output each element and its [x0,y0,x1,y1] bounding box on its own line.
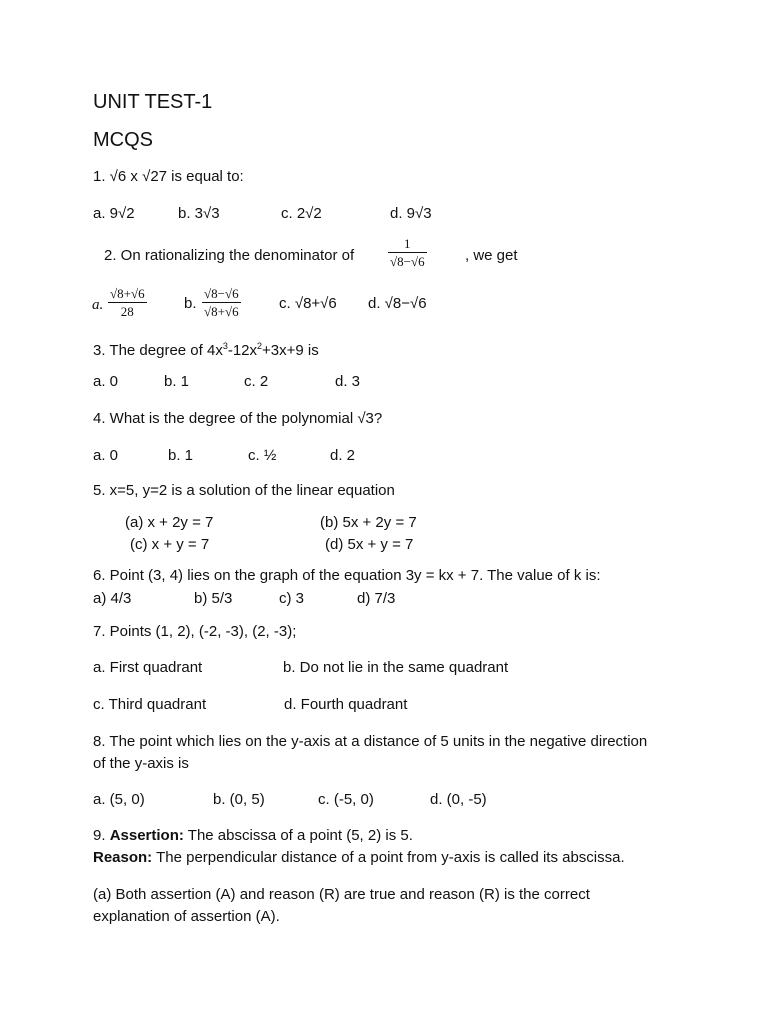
question-9-assertion [93,825,413,847]
q3-exponent-2: 2 [257,341,263,351]
reason-label: Reason: [93,849,153,866]
q7-option-a: a. First quadrant [93,659,203,676]
assertion-text: The abscissa of a point (5, 2) is 5. [187,827,413,844]
q9-number: 9. [93,827,106,844]
question-5: 5. x=5, y=2 is a solution of the linear equation [93,482,395,499]
q6-option-b: b) 5/3 [194,590,233,607]
q3-text-pre: 3. The degree of 4x [93,342,223,359]
assertion-label: Assertion: [109,827,184,844]
question-9-reason [93,847,625,869]
question-2-prefix: 2. On rationalizing the denominator of [104,247,355,264]
q3-option-c: c. 2 [244,373,269,390]
q6-option-a: a) 4/3 [93,590,132,607]
q8-option-b: b. (0, 5) [213,791,265,808]
q5-option-a: (a) x + 2y = 7 [125,514,214,531]
q9-option-a: (a) Both assertion (A) and reason (R) are true and reason (R) is the correct explanation of assertion (A). [93,886,590,925]
q3-option-b: b. 1 [164,373,190,390]
q2-option-d: d. √8−√6 [368,295,427,312]
q2-fraction-numerator: 1 [388,236,427,253]
q2-option-a-denominator: 28 [120,304,134,319]
q2-option-b-numerator: √8−√6 [204,286,239,301]
reason-text: The perpendicular distance of a point from y-axis is called its abscissa. [156,849,625,866]
q3-option-d: d. 3 [335,373,361,390]
q2-option-b-denominator: √8+√6 [204,304,239,319]
q1-option-b: b. 3√3 [178,205,220,222]
q6-option-d: d) 7/3 [357,590,396,607]
q3-option-a: a. 0 [93,373,119,390]
question-6: 6. Point (3, 4) lies on the graph of the equation 3y = kx + 7. The value of k is: [93,567,601,584]
q5-option-d: (d) 5x + y = 7 [325,536,414,553]
q3-text-post: +3x+9 is [262,342,319,359]
q4-option-a: a. 0 [93,447,119,464]
question-4: 4. What is the degree of the polynomial √3? [93,410,383,427]
q1-option-c: c. 2√2 [281,205,322,222]
q6-option-c: c) 3 [279,590,305,607]
q8-option-d: d. (0, -5) [430,791,487,808]
question-8: 8. The point which lies on the y-axis at a distance of 5 units in the negative direction of the y-axis is [93,733,648,772]
question-7: 7. Points (1, 2), (-2, -3), (2, -3); [93,623,297,640]
q5-option-c: (c) x + y = 7 [130,536,210,553]
question-1: 1. √6 x √27 is equal to: [93,168,244,185]
q7-option-d: d. Fourth quadrant [284,696,408,713]
q1-option-a: a. 9√2 [93,205,135,222]
q2-option-b [202,286,241,319]
q5-option-b: (b) 5x + 2y = 7 [320,514,417,531]
q2-option-a-numerator: √8+√6 [110,286,145,301]
question-3 [93,335,319,362]
question-2-suffix: , we get [465,247,518,264]
question-2-fraction [388,236,427,269]
q8-option-c: c. (-5, 0) [318,791,374,808]
q2-option-b-label: b. [184,295,197,312]
q4-option-b: b. 1 [168,447,194,464]
q2-option-c: c. √8+√6 [279,295,337,312]
q4-option-c: c. ½ [248,447,277,464]
q2-option-a-label: a. [92,297,104,313]
q1-option-d: d. 9√3 [390,205,432,222]
q3-exponent-1: 3 [222,341,228,351]
q7-option-c: c. Third quadrant [93,696,207,713]
section-title: MCQS [93,129,153,151]
q4-option-d: d. 2 [330,447,356,464]
unit-title: UNIT TEST-1 [93,91,213,113]
q3-text-mid: -12x [227,342,258,359]
q7-option-b: b. Do not lie in the same quadrant [283,659,509,676]
q2-option-a [108,286,147,319]
q2-fraction-denominator: √8−√6 [390,254,425,269]
q8-option-a: a. (5, 0) [93,791,145,808]
